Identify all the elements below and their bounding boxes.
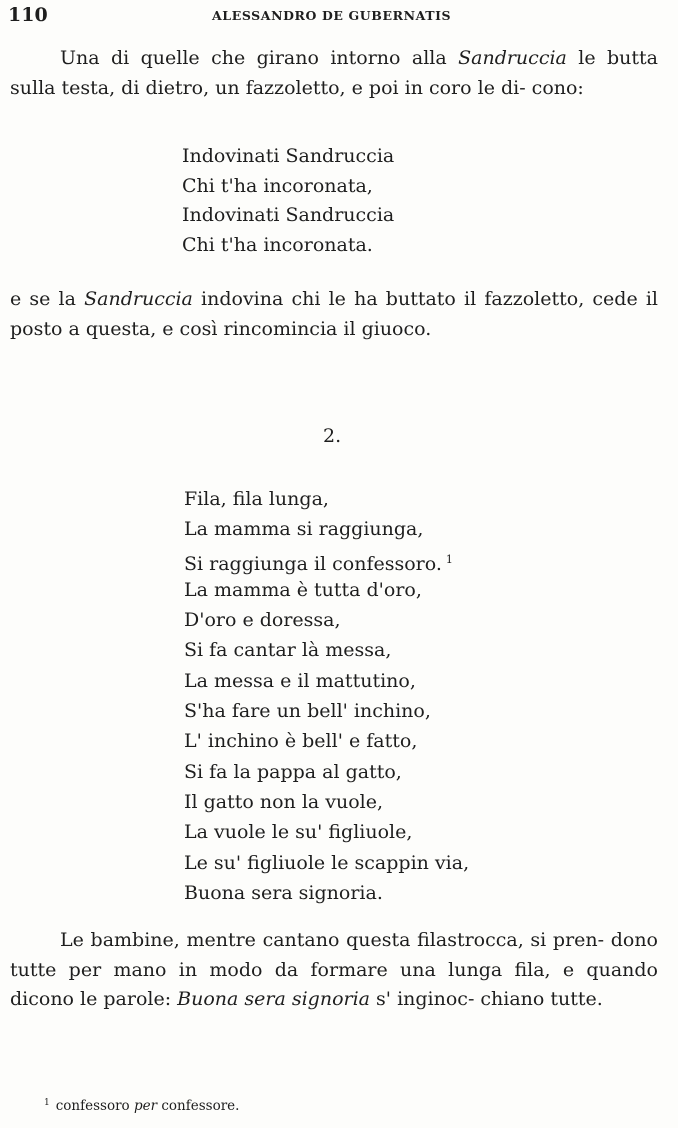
running-head: ALESSANDRO DE GUBERNATIS bbox=[212, 8, 452, 23]
verse-line: La mamma si raggiunga, bbox=[184, 518, 424, 541]
paragraph-intro-text-a: Una di quelle che girano intorno alla bbox=[60, 47, 459, 69]
page-number: 110 bbox=[8, 4, 48, 26]
verse-line: Si fa la pappa al gatto, bbox=[184, 760, 402, 783]
verse-line: Buona sera signoria. bbox=[184, 881, 383, 904]
paragraph-sandruccia-text-a: e se la bbox=[10, 288, 85, 310]
paragraph-intro-text-b: le butta sulla testa, di dietro, un fazzoletto, e poi in coro le di- cono: bbox=[10, 47, 658, 99]
footnote-text-a: confessoro bbox=[55, 1098, 134, 1114]
verse-line: Si fa cantar là messa, bbox=[184, 639, 392, 662]
verse-line: La mamma è tutta d'oro, bbox=[184, 578, 422, 601]
paragraph-sandruccia-italic: Sandruccia bbox=[84, 288, 193, 310]
verse-line: Chi t'ha incoronata. bbox=[182, 233, 373, 256]
verse-line: Le su' figliuole le scappin via, bbox=[184, 851, 470, 874]
verse-line: L' inchino è bell' e fatto, bbox=[184, 730, 418, 753]
verse-line: La messa e il mattutino, bbox=[184, 669, 416, 692]
paragraph-sandruccia bbox=[10, 285, 658, 344]
footnote-reference: 1 bbox=[445, 552, 453, 566]
verse-line: Fila, fila lunga, bbox=[184, 488, 329, 510]
verse-line: Indovinati Sandruccia bbox=[182, 204, 395, 226]
verse-line: Il gatto non la vuole, bbox=[184, 790, 384, 813]
paragraph-intro-italic: Sandruccia bbox=[458, 47, 567, 69]
page-header bbox=[8, 4, 664, 30]
footnote-text-b: confessore. bbox=[157, 1098, 240, 1114]
paragraph-sandruccia-text-b: indovina chi le ha buttato il fazzoletto, cede il posto a questa, e così rincomincia il giuoco. bbox=[10, 288, 658, 340]
verse-fila-lunga bbox=[184, 484, 469, 908]
paragraph-bambine bbox=[10, 926, 658, 1015]
footnote-italic: per bbox=[133, 1098, 158, 1114]
verse-line: La vuole le su' figliuole, bbox=[184, 821, 413, 844]
footnote-mark: 1 bbox=[44, 1098, 50, 1108]
paragraph-bambine-text-b: s' inginoc- chiano tutte. bbox=[370, 988, 603, 1010]
verse-line: Chi t'ha incoronata, bbox=[182, 174, 373, 197]
footnote bbox=[44, 1098, 239, 1114]
verse-line: D'oro e doressa, bbox=[184, 609, 341, 632]
verse-line-text: Si raggiunga il confessoro. bbox=[184, 552, 442, 575]
paragraph-intro bbox=[10, 44, 658, 103]
paragraph-bambine-text-a: Le bambine, mentre cantano questa filastrocca, si pren- dono tutte per mano in modo da formare una lunga fila, e quando dicono le parole: bbox=[10, 929, 658, 1010]
paragraph-bambine-italic: Buona sera signoria bbox=[177, 988, 371, 1010]
verse-line: S'ha fare un bell' inchino, bbox=[184, 700, 431, 723]
verse-indovinati bbox=[182, 142, 394, 260]
verse-line bbox=[184, 545, 469, 575]
section-number: 2. bbox=[323, 425, 342, 447]
verse-line: Indovinati Sandruccia bbox=[182, 145, 395, 167]
